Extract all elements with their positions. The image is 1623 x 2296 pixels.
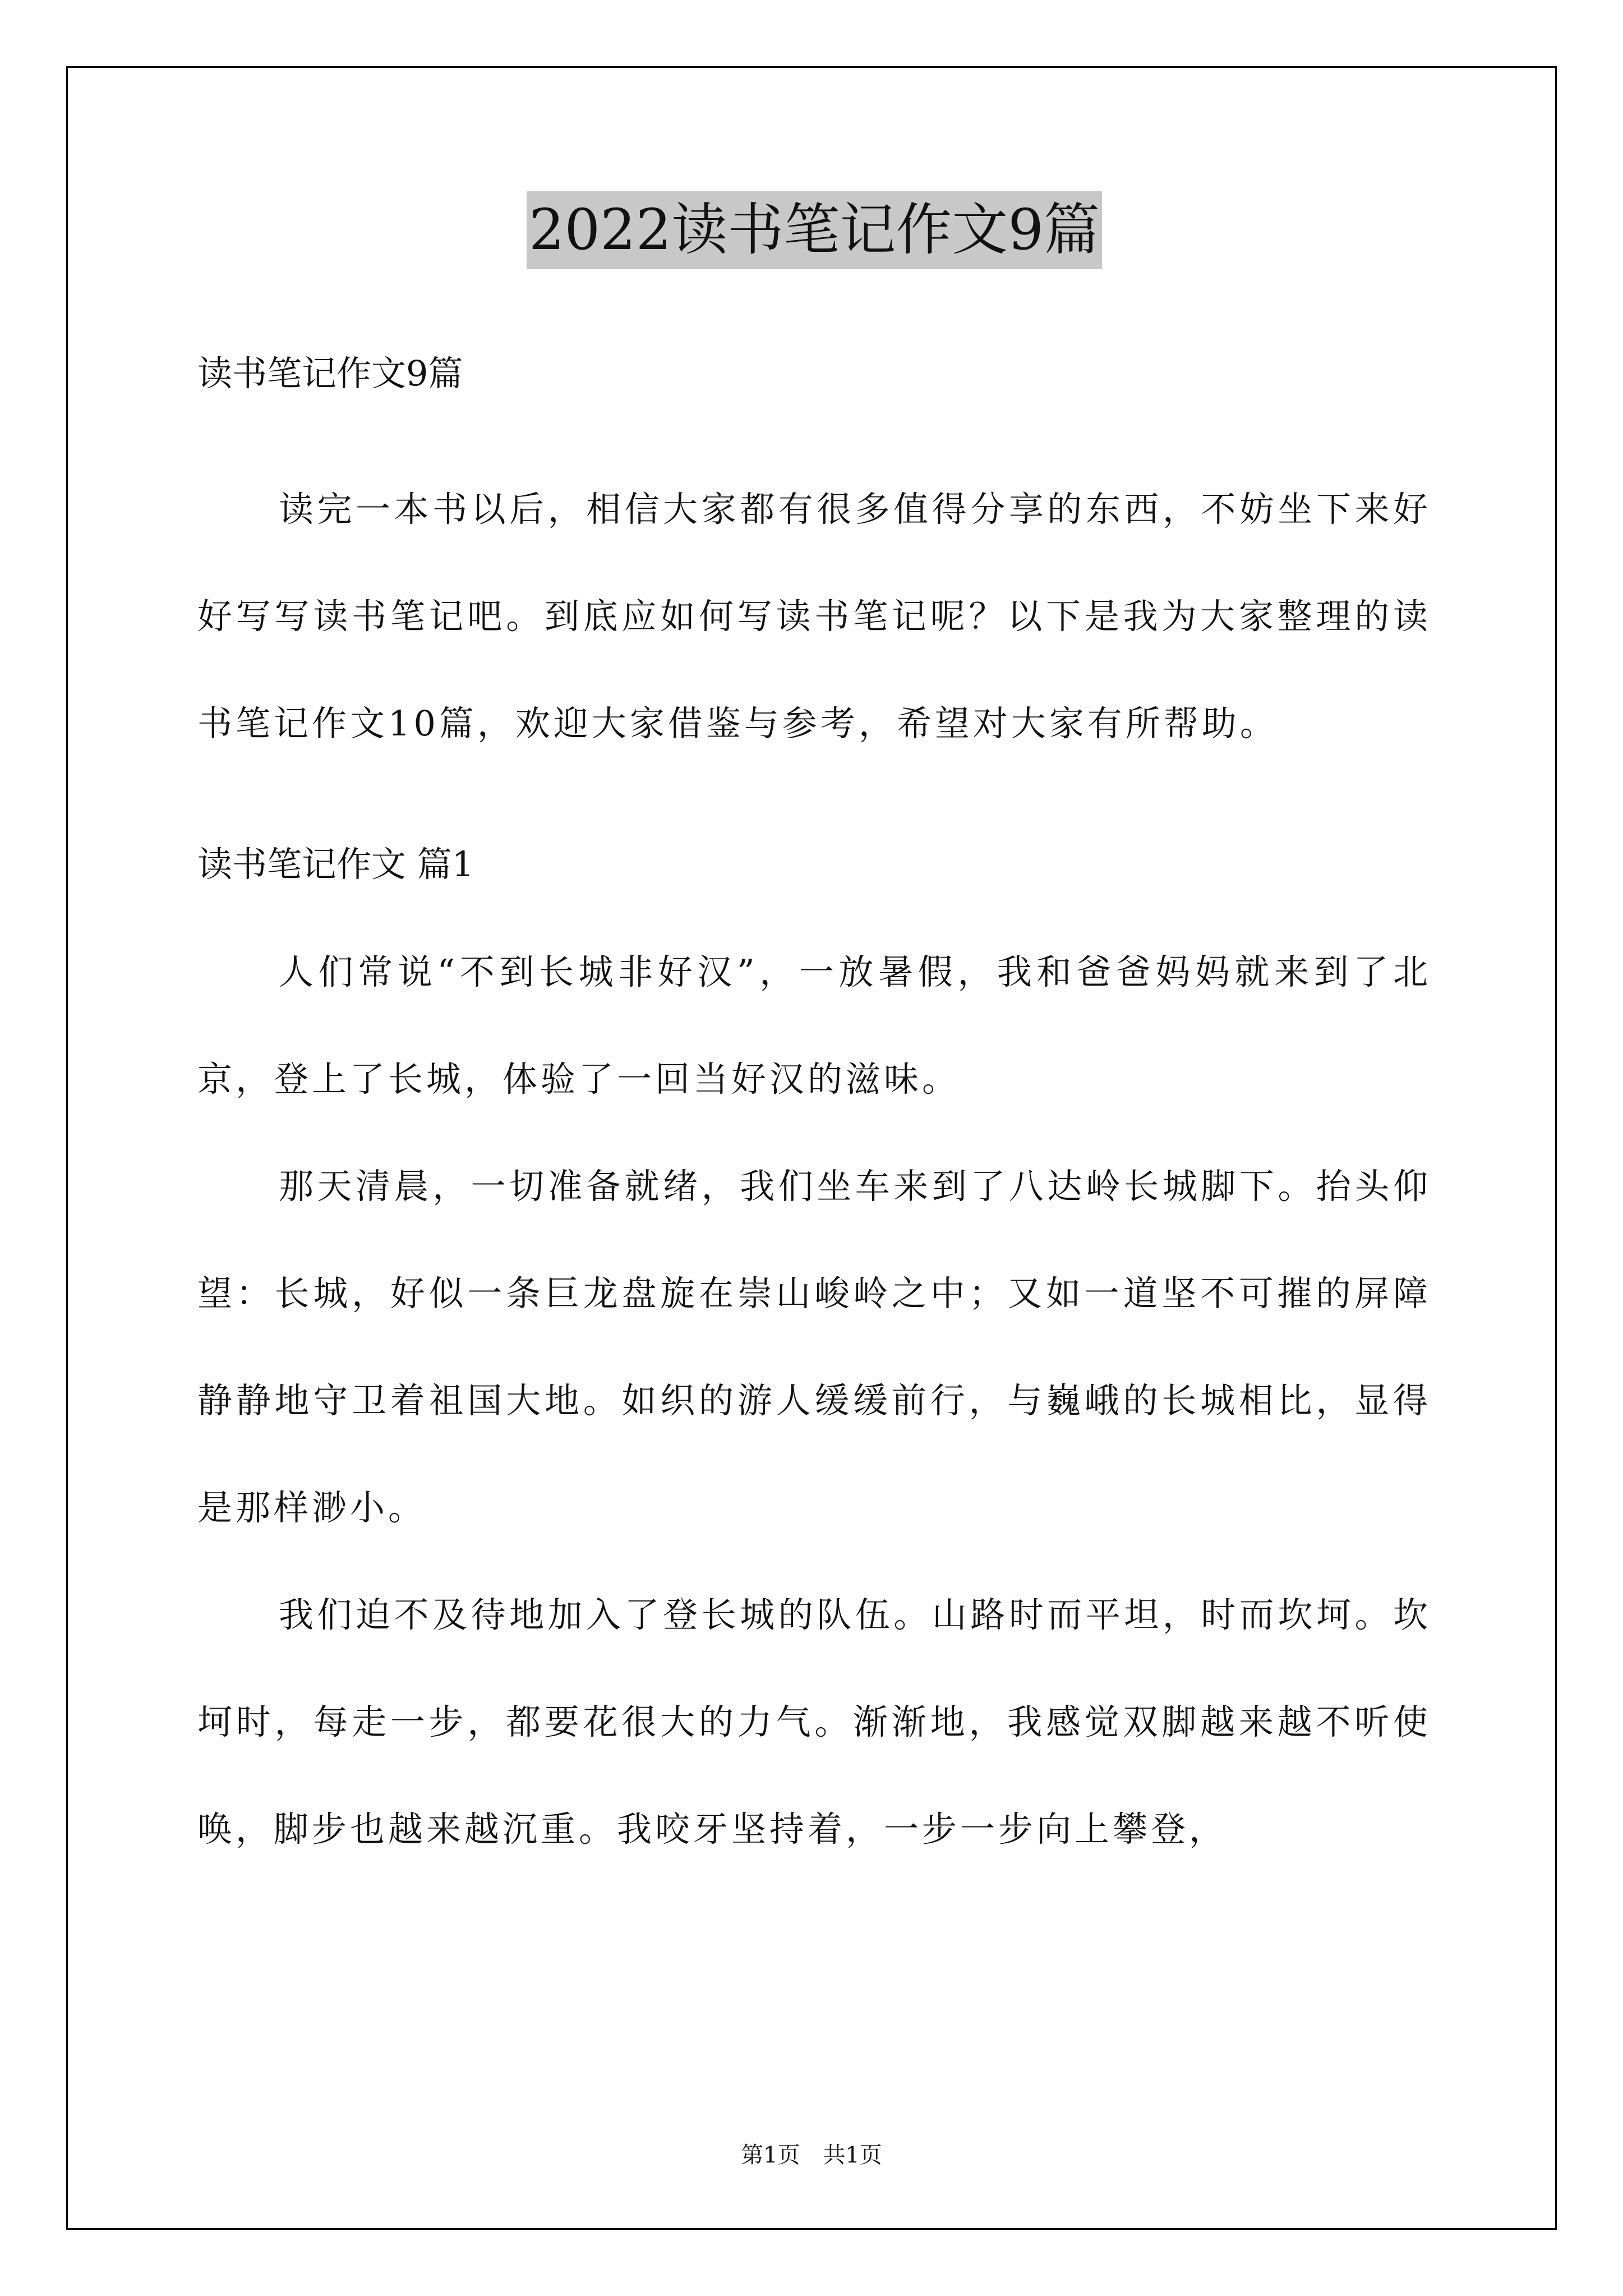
document-title: 2022读书笔记作文9篇 (527, 191, 1102, 269)
body-paragraph-1: 人们常说“不到长城非好汉”，一放暑假，我和爸爸妈妈就来到了北京，登上了长城，体验了一回当好汉的滋味。 (197, 951, 1431, 1099)
page-number: 第1页 (741, 2142, 800, 2168)
intro-paragraph: 读完一本书以后，相信大家都有很多值得分享的东西，不妨坐下来好好写写读书笔记吧。到底应如何写读书笔记呢？以下是我为大家整理的读书笔记作文10篇，欢迎大家借鉴与参考，希望对大家有所帮助。 (197, 489, 1431, 744)
section-spacer (197, 777, 1431, 844)
body-paragraph-2: 那天清晨，一切准备就绪，我们坐车来到了八达岭长城脚下。抬头仰望：长城，好似一条巨龙盘旋在崇山峻岭之中；又如一道坚不可摧的屏障静静地守卫着祖国大地。如织的游人缓缓前行，与巍峨的长城相比，显得是那样渺小。 (197, 1166, 1431, 1528)
document-subtitle: 读书笔记作文9篇 (197, 353, 463, 394)
section-heading: 读书笔记作文 篇1 (197, 844, 474, 885)
page-total: 共1页 (823, 2142, 882, 2168)
body-paragraph-3: 我们迫不及待地加入了登长城的队伍。山路时而平坦，时而坎坷。坎坷时，每走一步，都要花很大的力气。渐渐地，我感觉双脚越来越不听使唤，脚步也越来越沉重。我咬牙坚持着，一步一步向上攀登， (197, 1594, 1431, 1849)
page-footer (0, 2137, 1623, 2169)
document-body (197, 191, 1431, 1883)
title-wrapper (197, 191, 1431, 269)
